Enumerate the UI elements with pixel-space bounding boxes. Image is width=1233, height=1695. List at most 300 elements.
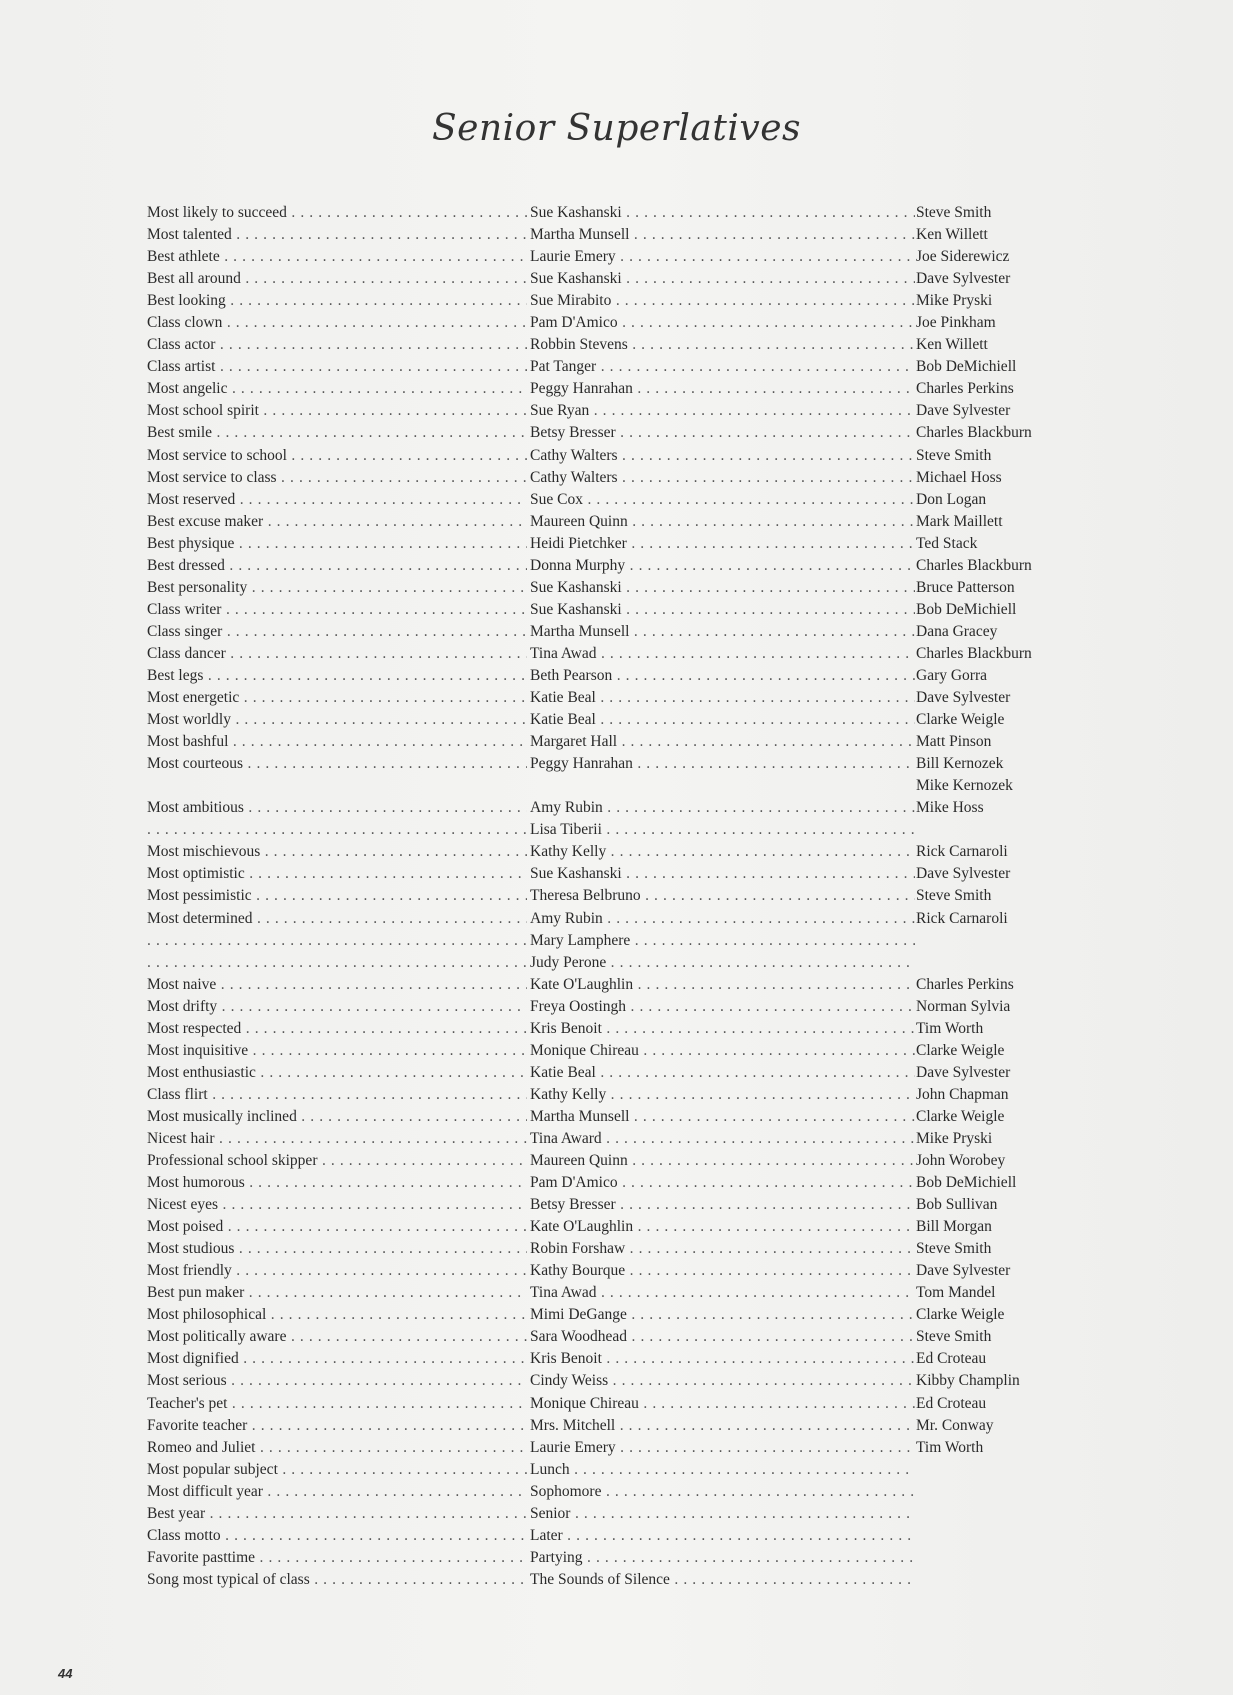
boy-winner-cell [916,555,1066,577]
girl-winner-name: Kathy Kelly [530,1085,607,1103]
category-cell [147,533,527,555]
superlative-row [147,1547,1067,1569]
superlative-row [147,930,1067,952]
girl-winner-name: Sue Kashanski [530,865,622,883]
category-cell [147,974,527,996]
boy-winner-cell [916,224,1066,246]
boy-winner-name: Dave Sylvester [916,1262,1011,1280]
boy-winner-name: Rick Carnaroli [916,843,1008,861]
superlatives-list [147,202,1067,1591]
girl-winner-name: Martha Munsell [530,1107,630,1125]
superlative-row [147,996,1067,1018]
superlative-row [147,1569,1067,1591]
category-label: Most talented [147,226,232,244]
boy-winner-cell [916,445,1066,467]
category-cell [147,687,527,709]
category-label: Best looking [147,292,226,310]
girl-winner-name: Pam D'Amico [530,314,618,332]
boy-winner-cell [916,1547,1066,1569]
superlative-row [147,1150,1067,1172]
boy-winner-name: Dana Gracey [916,622,998,640]
superlative-row [147,511,1067,533]
girl-winner-name: Later [530,1526,563,1544]
girl-winner-cell [530,356,915,378]
girl-winner-name: Kris Benoit [530,1019,602,1037]
category-cell [147,1150,527,1172]
superlative-row [147,885,1067,907]
superlative-row [147,1018,1067,1040]
category-cell [147,797,527,819]
girl-winner-cell [530,621,915,643]
girl-winner-cell [530,422,915,444]
boy-winner-cell [916,378,1066,400]
category-cell [147,1393,527,1415]
boy-winner-name: Norman Sylvia [916,997,1011,1015]
superlative-row [147,952,1067,974]
boy-winner-cell [916,996,1066,1018]
boy-winner-name: Tim Worth [916,1438,984,1456]
category-cell [147,577,527,599]
girl-winner-name: Maureen Quinn [530,512,628,530]
boy-winner-cell [916,577,1066,599]
category-cell [147,1370,527,1392]
category-label: Most musically inclined [147,1107,297,1125]
boy-winner-cell [916,202,1066,224]
superlative-row [147,1128,1067,1150]
boy-winner-name: Steve Smith [916,204,992,221]
category-label: Professional school skipper [147,1152,318,1170]
category-label: Most drifty [147,997,218,1015]
category-label: Most respected [147,1019,242,1037]
category-cell [147,1569,527,1591]
superlative-row [147,378,1067,400]
girl-winner-name: Sue Cox [530,490,583,508]
boy-winner-cell [916,1569,1066,1591]
boy-winner-cell [916,1415,1066,1437]
superlative-row [147,489,1067,511]
boy-winner-cell [916,775,1066,797]
boy-winner-name: Don Logan [916,490,987,508]
category-cell [147,952,527,974]
girl-winner-name: Freya Oostingh [530,997,627,1015]
girl-winner-name: Mrs. Mitchell [530,1416,616,1434]
boy-winner-name: Rick Carnaroli [916,909,1008,927]
boy-winner-name: Steve Smith [916,1328,992,1346]
category-cell [147,511,527,533]
boy-winner-cell [916,1084,1066,1106]
girl-winner-cell [530,687,915,709]
category-label: Most optimistic [147,865,245,883]
girl-winner-name: Sue Kashanski [530,578,622,596]
category-cell [147,1216,527,1238]
category-cell [147,334,527,356]
category-label: Most angelic [147,380,228,398]
category-cell [147,378,527,400]
boy-winner-cell [916,1459,1066,1481]
superlative-row [147,908,1067,930]
girl-winner-cell [530,1150,915,1172]
category-label: Most school spirit [147,402,259,420]
category-cell [147,555,527,577]
superlative-row [147,445,1067,467]
category-cell [147,1415,527,1437]
boy-winner-cell [916,1238,1066,1260]
girl-winner-cell [530,797,915,819]
category-label: Most ambitious [147,799,244,817]
category-cell [147,841,527,863]
boy-winner-name: Dave Sylvester [916,689,1011,707]
superlative-row [147,1481,1067,1503]
category-cell [147,1503,527,1525]
category-label: Most pessimistic [147,887,252,905]
girl-winner-cell [530,709,915,731]
superlative-row [147,1238,1067,1260]
girl-winner-cell [530,952,915,974]
category-cell [147,753,527,775]
boy-winner-cell [916,731,1066,753]
girl-winner-name: Sara Woodhead [530,1328,628,1346]
boy-winner-name: Michael Hoss [916,468,1002,486]
superlative-row [147,1370,1067,1392]
girl-winner-name: Monique Chireau [530,1041,639,1059]
girl-winner-cell [530,378,915,400]
girl-winner-cell [530,577,915,599]
category-cell [147,1128,527,1150]
superlative-row [147,1348,1067,1370]
category-label: Favorite teacher [147,1416,248,1434]
girl-winner-name: Martha Munsell [530,622,630,640]
girl-winner-cell [530,885,915,907]
category-cell [147,202,527,224]
girl-winner-name: Cathy Walters [530,446,618,464]
boy-winner-cell [916,1150,1066,1172]
girl-winner-cell [530,555,915,577]
boy-winner-name: Dave Sylvester [916,865,1011,883]
category-label: Most popular subject [147,1460,278,1478]
boy-winner-cell [916,1370,1066,1392]
boy-winner-name: Clarke Weigle [916,711,1005,729]
girl-winner-name: Cindy Weiss [530,1372,609,1390]
boy-winner-cell [916,1062,1066,1084]
category-cell [147,1282,527,1304]
girl-winner-name: Monique Chireau [530,1394,639,1412]
girl-winner-cell [530,1326,915,1348]
girl-winner-name: Donna Murphy [530,556,626,574]
girl-winner-cell [530,1481,915,1503]
boy-winner-name: Joe Pinkham [916,314,996,332]
girl-winner-name: Laurie Emery [530,248,616,266]
boy-winner-name: Bill Kernozek [916,755,1004,773]
category-cell [147,1238,527,1260]
category-label: Most bashful [147,733,229,751]
boy-winner-cell [916,1437,1066,1459]
category-label: Best physique [147,534,235,552]
category-cell [147,665,527,687]
category-cell [147,1040,527,1062]
category-label: Most worldly [147,711,231,729]
category-cell [147,599,527,621]
boy-winner-cell [916,422,1066,444]
category-label: Most humorous [147,1174,245,1192]
girl-winner-name: Tina Award [530,1129,602,1147]
boy-winner-cell [916,1128,1066,1150]
category-label: Most mischievous [147,843,261,861]
girl-winner-cell [530,1128,915,1150]
boy-winner-name: Matt Pinson [916,733,992,751]
boy-winner-cell [916,334,1066,356]
girl-winner-cell [530,533,915,555]
superlative-row [147,1216,1067,1238]
boy-winner-cell [916,1393,1066,1415]
category-label: Most enthusiastic [147,1063,256,1081]
category-cell [147,731,527,753]
superlative-row [147,268,1067,290]
superlative-row [147,422,1067,444]
girl-winner-name: Kate O'Laughlin [530,1218,634,1236]
category-cell [147,885,527,907]
girl-winner-cell [530,1503,915,1525]
superlative-row [147,709,1067,731]
category-cell [147,621,527,643]
girl-winner-name: Betsy Bresser [530,424,616,442]
boy-winner-name: Ed Croteau [916,1350,987,1368]
girl-winner-cell [530,643,915,665]
boy-winner-cell [916,1326,1066,1348]
girl-winner-name: Heidi Pietchker [530,534,627,552]
superlative-row [147,1525,1067,1547]
girl-winner-name: Amy Rubin [530,909,603,927]
superlative-row [147,819,1067,841]
boy-winner-cell [916,246,1066,268]
girl-winner-name: Sue Ryan [530,402,590,420]
boy-winner-name: Bruce Patterson [916,578,1015,596]
superlative-row [147,731,1067,753]
superlative-row [147,1084,1067,1106]
girl-winner-name: Senior [530,1504,571,1522]
girl-winner-cell [530,1172,915,1194]
category-label: Most difficult year [147,1482,263,1500]
girl-winner-cell [530,819,915,841]
boy-winner-name: Mike Kernozek [916,777,1013,795]
superlative-row [147,1194,1067,1216]
category-label: Nicest eyes [147,1196,219,1214]
girl-winner-name: Kate O'Laughlin [530,975,634,993]
superlative-row [147,400,1067,422]
category-label: Most friendly [147,1262,232,1280]
girl-winner-name: The Sounds of Silence [530,1570,670,1588]
category-label: Most energetic [147,689,240,707]
boy-winner-name: John Worobey [916,1152,1006,1170]
girl-winner-cell [530,1084,915,1106]
boy-winner-cell [916,1304,1066,1326]
category-cell [147,775,527,797]
superlative-row [147,533,1067,555]
category-label: Best pun maker [147,1284,245,1302]
girl-winner-name: Lisa Tiberii [530,821,602,839]
boy-winner-name: Charles Blackburn [916,424,1032,442]
category-label: Most likely to succeed [147,204,287,221]
girl-winner-cell [530,930,915,952]
boy-winner-cell [916,356,1066,378]
boy-winner-cell [916,1348,1066,1370]
girl-winner-name: Partying [530,1548,583,1566]
superlative-row [147,202,1067,224]
boy-winner-name: Tim Worth [916,1019,984,1037]
girl-winner-name: Kathy Bourque [530,1262,626,1280]
superlative-row [147,753,1067,775]
girl-winner-cell [530,489,915,511]
superlative-row [147,1304,1067,1326]
category-label: Most politically aware [147,1328,287,1346]
boy-winner-cell [916,1282,1066,1304]
boy-winner-cell [916,1018,1066,1040]
superlative-row [147,467,1067,489]
girl-winner-cell [530,1018,915,1040]
girl-winner-name: Sue Kashanski [530,270,622,288]
girl-winner-cell [530,1260,915,1282]
category-cell [147,489,527,511]
superlative-row [147,599,1067,621]
boy-winner-cell [916,467,1066,489]
girl-winner-name: Sue Kashanski [530,204,622,221]
girl-winner-name: Martha Munsell [530,226,630,244]
girl-winner-cell [530,1348,915,1370]
category-label: Best dressed [147,556,225,574]
boy-winner-name: Clarke Weigle [916,1107,1005,1125]
boy-winner-name: Steve Smith [916,1240,992,1258]
superlative-row [147,974,1067,996]
category-cell [147,908,527,930]
superlative-row [147,224,1067,246]
girl-winner-cell [530,467,915,489]
boy-winner-name: Mike Hoss [916,799,984,817]
category-cell [147,1260,527,1282]
category-label: Most serious [147,1372,227,1390]
girl-winner-cell [530,1459,915,1481]
boy-winner-cell [916,268,1066,290]
category-cell [147,1326,527,1348]
boy-winner-cell [916,312,1066,334]
superlative-row [147,1062,1067,1084]
boy-winner-name: Dave Sylvester [916,1063,1011,1081]
girl-winner-name: Cathy Walters [530,468,618,486]
boy-winner-cell [916,841,1066,863]
girl-winner-cell [530,908,915,930]
girl-winner-name: Katie Beal [530,1063,596,1081]
girl-winner-name: Pat Tanger [530,358,597,376]
girl-winner-name: Peggy Hanrahan [530,755,633,773]
category-label: Best excuse maker [147,512,264,530]
boy-winner-cell [916,1106,1066,1128]
category-label: Most inquisitive [147,1041,249,1059]
boy-winner-name: Charles Perkins [916,975,1014,993]
girl-winner-cell [530,599,915,621]
superlative-row [147,577,1067,599]
category-label: Best legs [147,666,204,684]
girl-winner-cell [530,511,915,533]
boy-winner-name: Charles Perkins [916,380,1014,398]
girl-winner-cell [530,1040,915,1062]
superlative-row [147,687,1067,709]
category-label: Class writer [147,600,222,618]
category-label: Nicest hair [147,1129,215,1147]
boy-winner-name: Clarke Weigle [916,1041,1005,1059]
girl-winner-name: Judy Perone [530,953,607,971]
girl-winner-cell [530,1393,915,1415]
girl-winner-name: Amy Rubin [530,799,603,817]
category-cell [147,1062,527,1084]
category-label: Best personality [147,578,248,596]
superlative-row [147,841,1067,863]
category-label: Song most typical of class [147,1570,310,1588]
girl-winner-cell [530,996,915,1018]
category-label: Best all around [147,270,241,288]
girl-winner-name: Laurie Emery [530,1438,616,1456]
category-cell [147,312,527,334]
boy-winner-cell [916,885,1066,907]
superlative-row [147,1326,1067,1348]
category-cell [147,246,527,268]
girl-winner-name: Beth Pearson [530,666,613,684]
superlative-row [147,621,1067,643]
category-label: Class dancer [147,644,226,662]
girl-winner-name: Tina Awad [530,1284,597,1302]
category-cell [147,1172,527,1194]
boy-winner-name: Mark Maillett [916,512,1003,530]
girl-winner-cell [530,1062,915,1084]
boy-winner-cell [916,643,1066,665]
superlative-row [147,246,1067,268]
boy-winner-cell [916,709,1066,731]
girl-winner-cell [530,974,915,996]
girl-winner-cell [530,1370,915,1392]
category-cell [147,1525,527,1547]
superlative-row [147,1106,1067,1128]
boy-winner-cell [916,908,1066,930]
girl-winner-name: Theresa Belbruno [530,887,641,905]
superlative-row [147,555,1067,577]
category-label: Most poised [147,1218,224,1236]
boy-winner-cell [916,1172,1066,1194]
category-label: Best athlete [147,248,220,266]
category-cell [147,1547,527,1569]
boy-winner-name: Bob Sullivan [916,1196,998,1214]
superlative-row [147,797,1067,819]
category-label: Most courteous [147,755,244,773]
boy-winner-name: Gary Gorra [916,666,988,684]
boy-winner-name: Ed Croteau [916,1394,987,1412]
girl-winner-cell [530,731,915,753]
boy-winner-cell [916,687,1066,709]
girl-winner-cell [530,290,915,312]
girl-winner-cell [530,863,915,885]
superlative-row [147,1172,1067,1194]
boy-winner-cell [916,1525,1066,1547]
superlative-row [147,775,1067,797]
boy-winner-name: Mike Pryski [916,1129,993,1147]
girl-winner-cell [530,1216,915,1238]
girl-winner-cell [530,753,915,775]
category-cell [147,1304,527,1326]
category-cell [147,996,527,1018]
girl-winner-name: Robbin Stevens [530,336,628,354]
boy-winner-cell [916,1503,1066,1525]
category-cell [147,1084,527,1106]
superlative-row [147,643,1067,665]
girl-winner-name: Mimi DeGange [530,1306,627,1324]
category-label: Most determined [147,909,253,927]
boy-winner-cell [916,489,1066,511]
